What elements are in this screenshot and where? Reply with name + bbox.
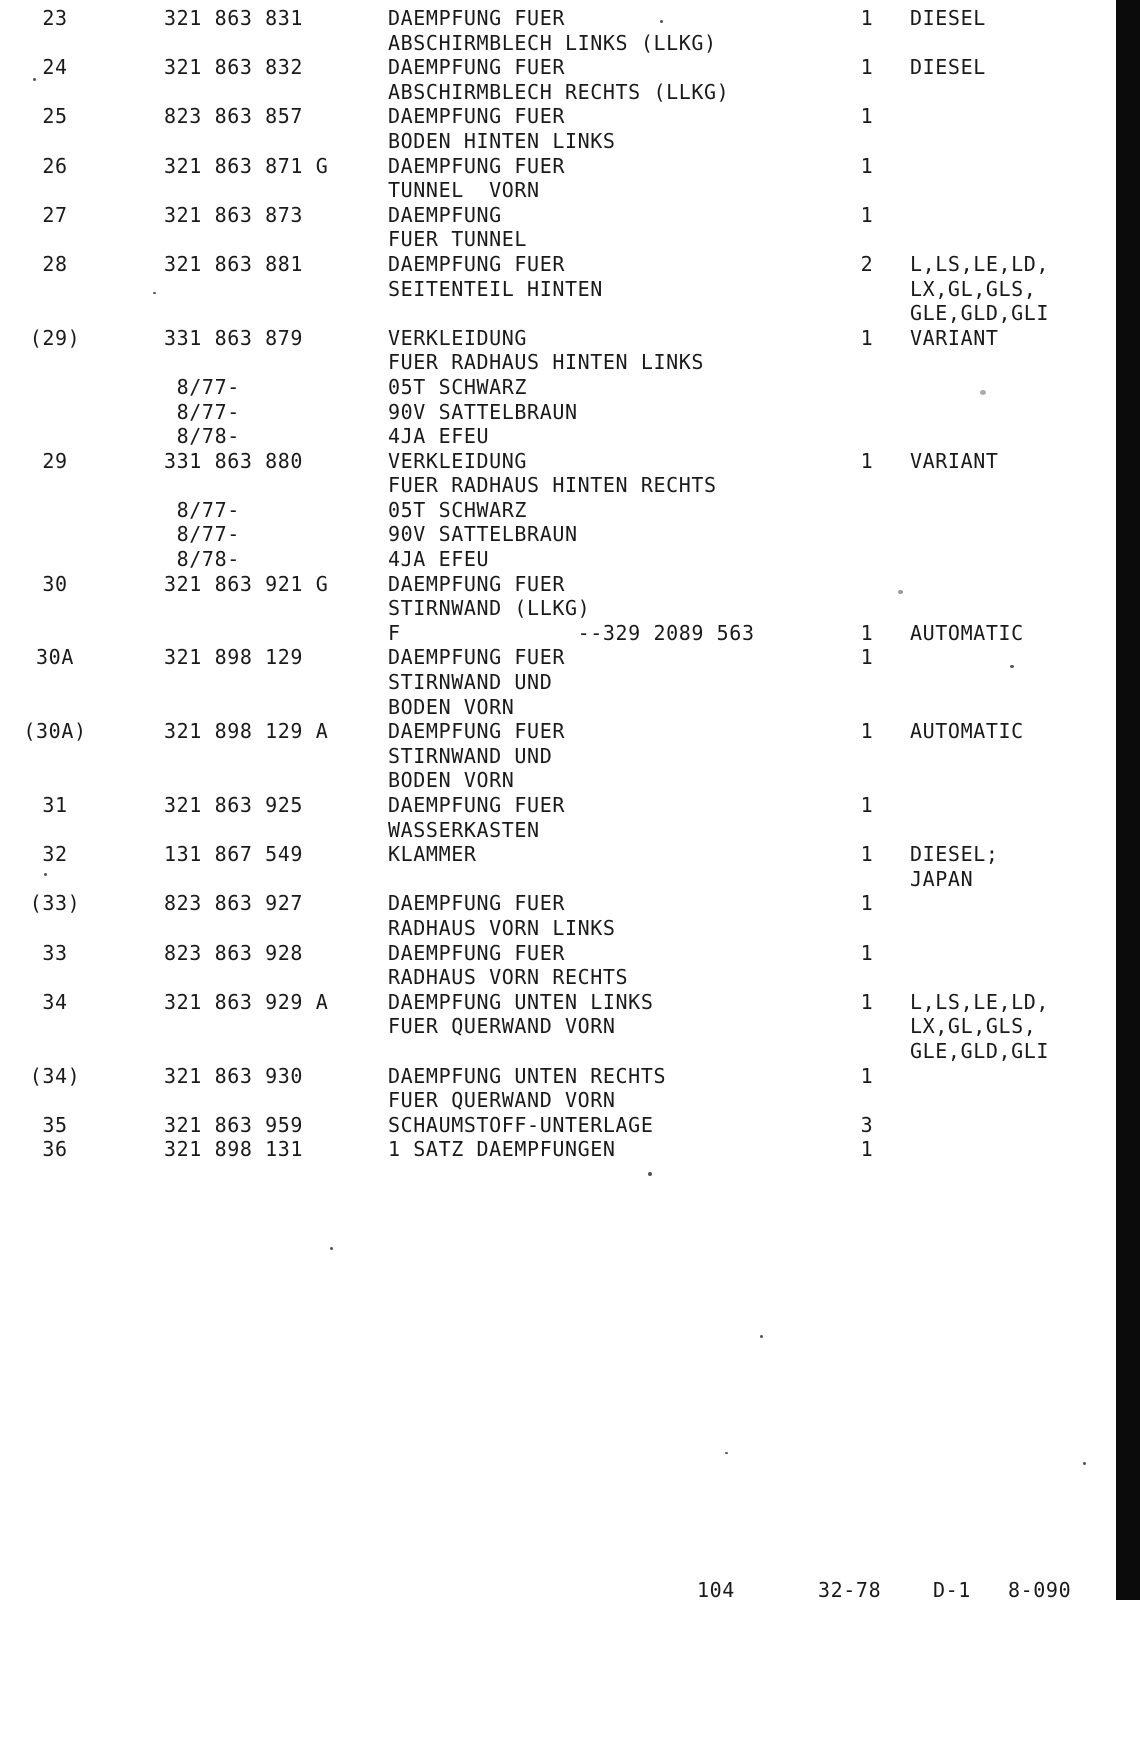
- parts-row: [0, 424, 1110, 449]
- remark: LX,GL,GLS,: [910, 276, 1037, 301]
- position-number: 32: [42, 842, 68, 867]
- parts-row: [0, 80, 1110, 105]
- part-number: 321 863 925: [164, 793, 304, 817]
- part-description: DAEMPFUNG UNTEN LINKS: [388, 989, 654, 1014]
- parts-row: [0, 31, 1110, 56]
- part-description: BODEN VORN: [388, 694, 515, 719]
- scan-speck: [660, 20, 663, 23]
- part-number: 823 863 857: [164, 104, 304, 129]
- part-description: STIRNWAND (LLKG): [388, 596, 591, 621]
- parts-row: [0, 1137, 1110, 1162]
- parts-list: [0, 6, 1110, 1162]
- part-description: 1 SATZ DAEMPFUNGEN: [388, 1137, 616, 1162]
- parts-row: [0, 203, 1110, 228]
- part-number: 8/77-: [164, 522, 240, 547]
- position-number: 25: [42, 104, 68, 129]
- parts-row: [0, 449, 1110, 474]
- part-description: ABSCHIRMBLECH RECHTS (LLKG): [388, 79, 730, 104]
- parts-row: [0, 645, 1110, 670]
- position-number: (34): [29, 1063, 81, 1088]
- parts-row: [0, 695, 1110, 720]
- part-number: 321 898 129 A: [164, 719, 329, 744]
- part-description: ABSCHIRMBLECH LINKS (LLKG): [388, 30, 717, 55]
- parts-row: [0, 990, 1110, 1015]
- parts-row: [0, 375, 1110, 400]
- part-number: 321 863 871 G: [164, 153, 329, 178]
- quantity: 3: [860, 1112, 874, 1137]
- scan-speck: [1010, 665, 1014, 668]
- scan-speck: [898, 590, 903, 594]
- position-number: 33: [42, 940, 68, 965]
- parts-row: [0, 891, 1110, 916]
- parts-row: [0, 252, 1110, 277]
- parts-row: [0, 867, 1110, 892]
- part-description: DAEMPFUNG FUER: [388, 645, 565, 670]
- part-description: RADHAUS VORN RECHTS: [388, 965, 629, 990]
- remark: L,LS,LE,LD,: [910, 989, 1050, 1014]
- parts-row: [0, 1088, 1110, 1113]
- parts-row: [0, 326, 1110, 351]
- footer-page-number: 104: [697, 1578, 735, 1602]
- part-number: 321 863 921 G: [164, 571, 329, 596]
- parts-row: [0, 1113, 1110, 1138]
- position-number: 27: [42, 202, 68, 227]
- parts-row: [0, 129, 1110, 154]
- scan-speck: [44, 873, 47, 876]
- quantity: 1: [860, 719, 874, 744]
- parts-row: [0, 522, 1110, 547]
- remark: GLE,GLD,GLI: [910, 1038, 1050, 1063]
- part-description: DAEMPFUNG FUER: [388, 891, 565, 916]
- part-number: 823 863 928: [164, 940, 304, 965]
- part-number: 8/77-: [164, 399, 240, 424]
- parts-row: [0, 842, 1110, 867]
- part-description: STIRNWAND UND: [388, 743, 553, 768]
- position-number: (29): [29, 325, 81, 350]
- part-number: 131 867 549: [164, 842, 304, 867]
- parts-row: [0, 793, 1110, 818]
- parts-row: [0, 596, 1110, 621]
- parts-row: [0, 104, 1110, 129]
- quantity: 1: [860, 842, 874, 867]
- remark: GLE,GLD,GLI: [910, 301, 1050, 326]
- scan-speck: [330, 1247, 333, 1250]
- part-description: F --329 2089 563: [388, 620, 755, 645]
- part-description: BODEN VORN: [388, 768, 515, 793]
- remark: L,LS,LE,LD,: [910, 251, 1050, 276]
- scan-speck: [760, 1335, 763, 1338]
- remark: VARIANT: [910, 448, 999, 473]
- part-number: 8/77-: [164, 497, 240, 522]
- part-description: DAEMPFUNG FUER: [388, 940, 565, 965]
- part-description: FUER RADHAUS HINTEN RECHTS: [388, 473, 717, 498]
- remark: VARIANT: [910, 325, 999, 350]
- remark: DIESEL: [910, 55, 986, 80]
- part-description: 05T SCHWARZ: [388, 497, 528, 522]
- parts-row: [0, 473, 1110, 498]
- quantity: 1: [860, 6, 874, 30]
- part-description: DAEMPFUNG FUER: [388, 55, 565, 80]
- parts-row: [0, 55, 1110, 80]
- part-description: 4JA EFEU: [388, 547, 490, 572]
- scan-speck: [725, 1452, 728, 1454]
- part-number: 321 863 832: [164, 55, 304, 80]
- quantity: 1: [860, 202, 874, 227]
- part-description: VERKLEIDUNG: [388, 325, 528, 350]
- quantity: 1: [860, 989, 874, 1014]
- parts-row: [0, 277, 1110, 302]
- quantity: 1: [860, 55, 874, 80]
- part-number: 321 863 831: [164, 6, 304, 30]
- part-description: DAEMPFUNG FUER: [388, 153, 565, 178]
- parts-row: [0, 965, 1110, 990]
- parts-row: [0, 178, 1110, 203]
- parts-row: [0, 1039, 1110, 1064]
- parts-row: [0, 400, 1110, 425]
- part-number: 8/77-: [164, 374, 240, 399]
- part-description: STIRNWAND UND: [388, 670, 553, 695]
- scan-speck: [33, 78, 36, 81]
- parts-row: [0, 670, 1110, 695]
- part-description: 90V SATTELBRAUN: [388, 522, 578, 547]
- position-number: 23: [42, 6, 68, 30]
- part-description: DAEMPFUNG FUER: [388, 104, 565, 129]
- position-number: 24: [42, 55, 68, 80]
- part-description: FUER RADHAUS HINTEN LINKS: [388, 350, 705, 375]
- position-number: (33): [29, 891, 81, 916]
- parts-row: [0, 547, 1110, 572]
- part-number: 321 898 129: [164, 645, 304, 670]
- position-number: 26: [42, 153, 68, 178]
- part-number: 321 863 930: [164, 1063, 304, 1088]
- part-description: SEITENTEIL HINTEN: [388, 276, 603, 301]
- quantity: 1: [860, 620, 874, 645]
- part-description: FUER QUERWAND VORN: [388, 1014, 616, 1039]
- footer-section-code: D-1: [933, 1578, 971, 1602]
- parts-row: [0, 350, 1110, 375]
- parts-row: [0, 621, 1110, 646]
- quantity: 1: [860, 1137, 874, 1162]
- position-number: 31: [42, 793, 68, 817]
- parts-row: [0, 6, 1110, 31]
- part-description: DAEMPFUNG FUER: [388, 6, 565, 30]
- part-description: DAEMPFUNG FUER: [388, 793, 565, 817]
- parts-row: [0, 572, 1110, 597]
- parts-row: [0, 719, 1110, 744]
- parts-row: [0, 744, 1110, 769]
- remark: DIESEL;: [910, 842, 999, 867]
- part-number: 8/78-: [164, 424, 240, 449]
- quantity: 1: [860, 891, 874, 916]
- parts-row: [0, 916, 1110, 941]
- part-description: FUER QUERWAND VORN: [388, 1088, 616, 1113]
- part-number: 331 863 880: [164, 448, 304, 473]
- part-description: 4JA EFEU: [388, 424, 490, 449]
- position-number: 30: [42, 571, 68, 596]
- scan-speck: [980, 390, 986, 395]
- parts-row: [0, 301, 1110, 326]
- part-description: FUER TUNNEL: [388, 227, 528, 252]
- part-description: 05T SCHWARZ: [388, 374, 528, 399]
- position-number: 36: [42, 1137, 68, 1162]
- part-description: VERKLEIDUNG: [388, 448, 528, 473]
- quantity: 1: [860, 325, 874, 350]
- part-description: DAEMPFUNG FUER: [388, 719, 565, 744]
- part-number: 321 863 881: [164, 251, 304, 276]
- part-description: DAEMPFUNG FUER: [388, 251, 565, 276]
- part-description: KLAMMER: [388, 842, 477, 867]
- parts-row: [0, 227, 1110, 252]
- scan-speck: [153, 292, 156, 294]
- remark: AUTOMATIC: [910, 620, 1024, 645]
- quantity: 1: [860, 153, 874, 178]
- position-number: 30A: [36, 645, 74, 670]
- quantity: 1: [860, 940, 874, 965]
- part-number: 321 863 959: [164, 1112, 304, 1137]
- parts-row: [0, 818, 1110, 843]
- parts-row: [0, 768, 1110, 793]
- part-description: SCHAUMSTOFF-UNTERLAGE: [388, 1112, 654, 1137]
- position-number: 34: [42, 989, 68, 1014]
- part-number: 321 898 131: [164, 1137, 304, 1162]
- part-description: DAEMPFUNG FUER: [388, 571, 565, 596]
- quantity: 1: [860, 645, 874, 670]
- parts-row: [0, 1014, 1110, 1039]
- parts-row: [0, 498, 1110, 523]
- part-number: 8/78-: [164, 547, 240, 572]
- part-description: DAEMPFUNG: [388, 202, 502, 227]
- part-number: 331 863 879: [164, 325, 304, 350]
- parts-row: [0, 941, 1110, 966]
- remark: JAPAN: [910, 866, 974, 891]
- quantity: 2: [860, 251, 874, 276]
- part-number: 321 863 873: [164, 202, 304, 227]
- footer-date-code: 8-090: [1008, 1578, 1072, 1602]
- part-description: 90V SATTELBRAUN: [388, 399, 578, 424]
- position-number: 29: [42, 448, 68, 473]
- position-number: 28: [42, 251, 68, 276]
- position-number: 35: [42, 1112, 68, 1137]
- parts-row: [0, 154, 1110, 179]
- part-description: DAEMPFUNG UNTEN RECHTS: [388, 1063, 667, 1088]
- remark: DIESEL: [910, 6, 986, 30]
- part-description: TUNNEL VORN: [388, 178, 540, 203]
- part-description: RADHAUS VORN LINKS: [388, 915, 616, 940]
- part-number: 823 863 927: [164, 891, 304, 916]
- part-number: 321 863 929 A: [164, 989, 329, 1014]
- scan-speck: [648, 1172, 652, 1176]
- quantity: 1: [860, 448, 874, 473]
- position-number: (30A): [23, 719, 87, 744]
- scan-edge-bar: [1116, 0, 1140, 1600]
- quantity: 1: [860, 1063, 874, 1088]
- remark: LX,GL,GLS,: [910, 1014, 1037, 1039]
- remark: AUTOMATIC: [910, 719, 1024, 744]
- parts-row: [0, 1064, 1110, 1089]
- part-description: BODEN HINTEN LINKS: [388, 128, 616, 153]
- scan-speck: [1083, 1462, 1086, 1465]
- quantity: 1: [860, 104, 874, 129]
- quantity: 1: [860, 793, 874, 817]
- part-description: WASSERKASTEN: [388, 817, 540, 842]
- footer-group-code: 32-78: [818, 1578, 882, 1602]
